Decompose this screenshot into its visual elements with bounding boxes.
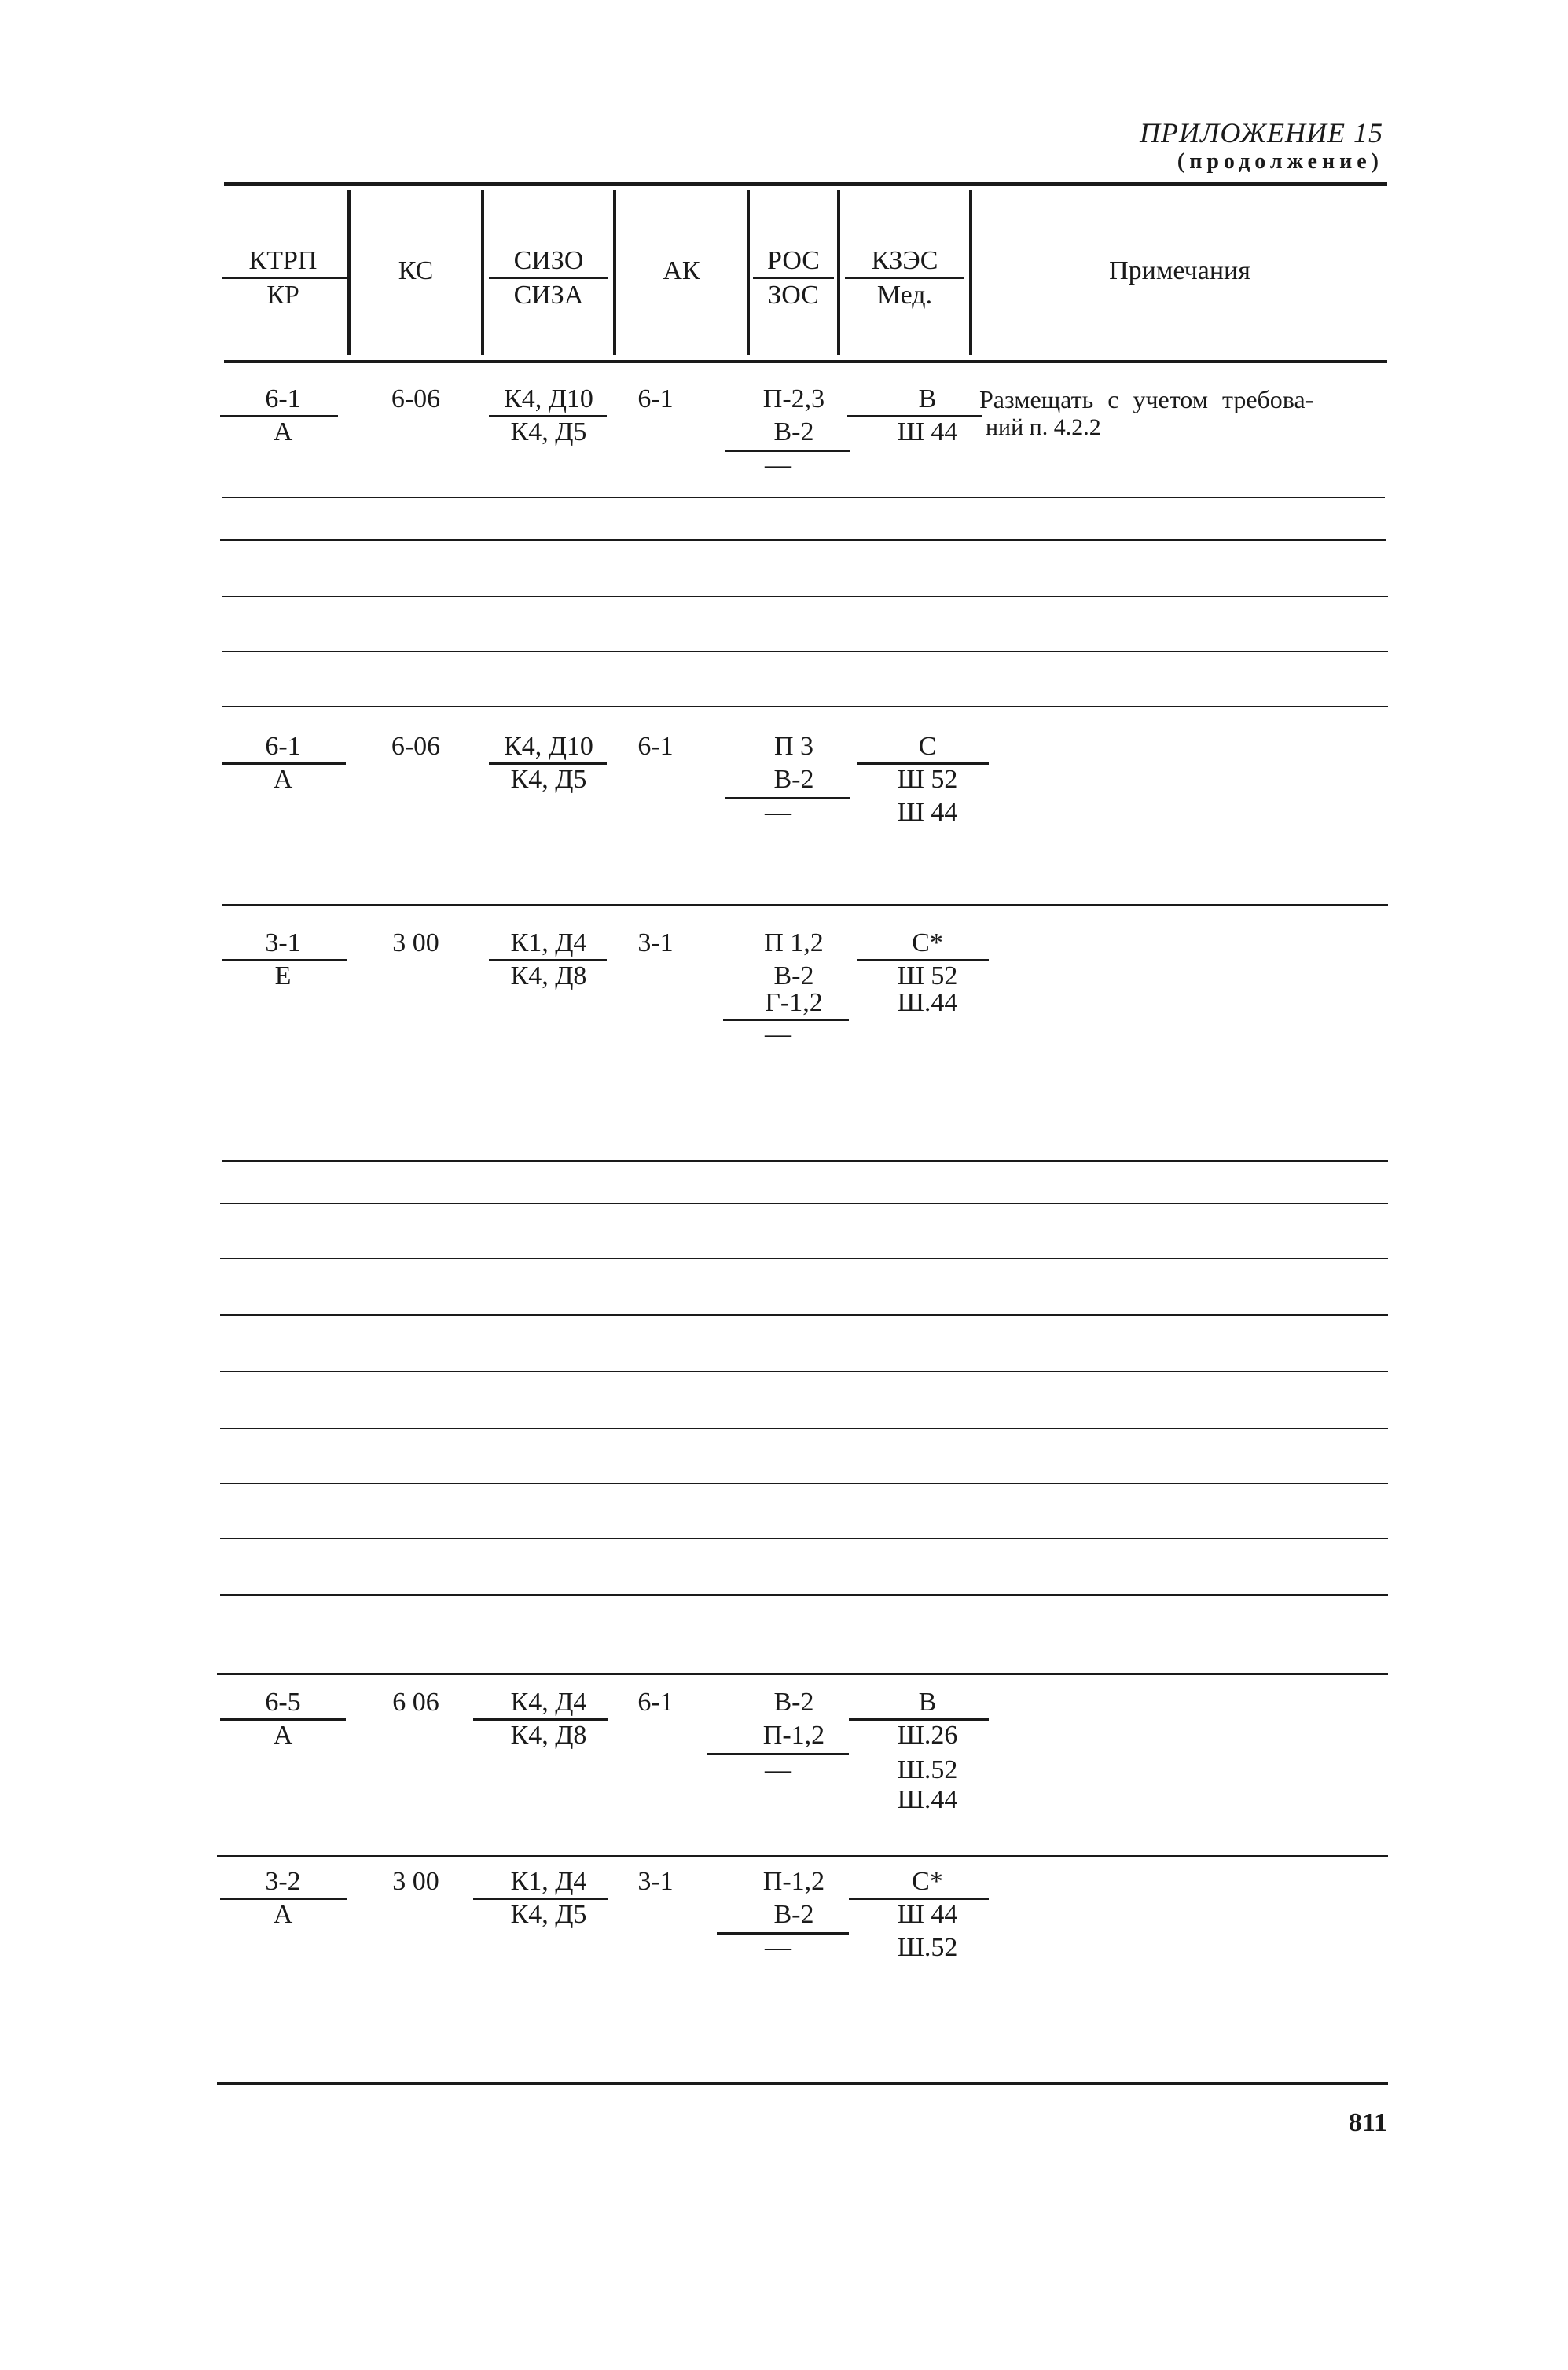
row2-ak: 6-1	[637, 732, 674, 761]
row-separator	[217, 1855, 1388, 1857]
row5-ros-1: П-1,2	[762, 1867, 825, 1896]
row1-kzes: В	[918, 384, 937, 413]
col-header-ktrp: КТРП	[248, 246, 318, 275]
row1-ros-2: В-2	[773, 417, 814, 446]
row5-med-2: Ш.52	[897, 1933, 958, 1962]
row5-med-1: Ш 44	[897, 1900, 958, 1929]
ruled-line	[220, 1594, 1388, 1596]
appendix-subtitle: (продолжение)	[1177, 149, 1383, 174]
col-header-kr: КР	[266, 281, 299, 310]
row2-med-1: Ш 52	[897, 765, 958, 794]
row3-kzes: С*	[912, 928, 943, 957]
row4-med-2: Ш.52	[897, 1755, 958, 1784]
ruled-line	[222, 1160, 1388, 1162]
ruled-line	[220, 1371, 1388, 1372]
row5-kzes: С*	[912, 1867, 943, 1896]
row1-ks: 6-06	[391, 384, 441, 413]
row4-ktrp: 6-5	[265, 1688, 301, 1717]
row1-zos: —	[765, 450, 791, 480]
row4-ks: 6 06	[392, 1688, 439, 1717]
row4-sizo: К4, Д4	[510, 1688, 587, 1717]
row3-ros-3: Г-1,2	[765, 988, 823, 1017]
appendix-title: ПРИЛОЖЕНИЕ 15	[1140, 117, 1383, 149]
row2-ros-1: П 3	[773, 732, 814, 761]
row2-zos: —	[765, 798, 791, 827]
row5-ktrp: 3-2	[265, 1867, 301, 1896]
row2-siza: К4, Д5	[510, 765, 587, 794]
row4-med-3: Ш.44	[897, 1785, 958, 1814]
table-top-rule	[224, 182, 1387, 186]
row1-med-1: Ш 44	[897, 417, 958, 446]
row3-ks: 3 00	[392, 928, 439, 957]
row1-ak: 6-1	[637, 384, 674, 413]
row5-ak: 3-1	[637, 1867, 674, 1896]
row4-siza: К4, Д8	[510, 1721, 587, 1750]
row2-kr: А	[273, 765, 293, 794]
row1-ros-1: П-2,3	[762, 384, 825, 413]
row2-ks: 6-06	[391, 732, 441, 761]
ruled-line	[220, 1258, 1388, 1259]
col-header-ks: КС	[398, 256, 434, 285]
row3-ak: 3-1	[637, 928, 674, 957]
ruled-line	[220, 1314, 1388, 1316]
row3-siza: К4, Д8	[510, 961, 587, 990]
col-header-ak: АК	[663, 256, 700, 285]
col-header-sizo: СИЗО	[513, 246, 584, 275]
ruled-line	[222, 706, 1388, 707]
col-header-ktrp-rule	[222, 277, 351, 279]
row3-sizo: К1, Д4	[510, 928, 587, 957]
row1-note-line2: ний п. 4.2.2	[986, 414, 1101, 440]
col-header-siza: СИЗА	[513, 281, 584, 310]
ruled-line	[220, 539, 1386, 541]
row4-kr: А	[273, 1721, 293, 1750]
row-separator	[222, 904, 1388, 906]
row2-med-2: Ш 44	[897, 798, 958, 827]
row4-kzes: В	[918, 1688, 937, 1717]
table-header-bottom-rule	[224, 360, 1387, 363]
row4-zos: —	[765, 1755, 791, 1784]
row3-ros-2: В-2	[773, 961, 814, 990]
row5-sizo: К1, Д4	[510, 1867, 587, 1896]
ruled-line	[217, 1673, 1388, 1675]
row5-kr: А	[273, 1900, 293, 1929]
col-header-kzes-rule	[845, 277, 964, 279]
row2-ktrp: 6-1	[265, 732, 301, 761]
col-header-med: Мед.	[876, 281, 933, 310]
col-header-notes: Примечания	[1109, 256, 1250, 285]
table-bottom-rule	[217, 2082, 1388, 2085]
row4-med-1: Ш.26	[897, 1721, 958, 1750]
row3-zos: —	[765, 1020, 791, 1049]
ruled-line	[222, 497, 1385, 498]
row1-kr: А	[273, 417, 293, 446]
ruled-line	[220, 1428, 1388, 1429]
row2-ros-2: В-2	[773, 765, 814, 794]
col-header-ros: РОС	[767, 246, 820, 275]
col-header-kzes: КЗЭС	[871, 246, 938, 275]
col-header-sizo-rule	[489, 277, 608, 279]
row1-siza: К4, Д5	[510, 417, 587, 446]
row3-kr: Е	[274, 961, 292, 990]
ruled-line	[220, 1538, 1388, 1539]
ruled-line	[220, 1483, 1388, 1484]
row5-zos: —	[765, 1933, 791, 1962]
row3-ktrp: 3-1	[265, 928, 301, 957]
col-header-zos: ЗОС	[768, 281, 819, 310]
row1-ktrp: 6-1	[265, 384, 301, 413]
row4-ros-1: В-2	[773, 1688, 814, 1717]
col-header-ros-rule	[753, 277, 834, 279]
row3-med-2: Ш.44	[897, 988, 958, 1017]
row3-ros-1: П 1,2	[764, 928, 824, 957]
page-number: 811	[1348, 2108, 1387, 2137]
ruled-line	[220, 1203, 1388, 1204]
row2-sizo: К4, Д10	[504, 732, 593, 761]
ruled-line	[222, 596, 1388, 597]
row2-kzes: С	[918, 732, 937, 761]
row4-ak: 6-1	[637, 1688, 674, 1717]
ruled-line	[222, 651, 1388, 652]
row5-ks: 3 00	[392, 1867, 439, 1896]
row4-ros-2: П-1,2	[762, 1721, 825, 1750]
row5-siza: К4, Д5	[510, 1900, 587, 1929]
row5-ros-2: В-2	[773, 1900, 814, 1929]
row1-note-line1: Размещать с учетом требова-	[979, 385, 1314, 413]
row3-med-1: Ш 52	[897, 961, 958, 990]
row1-sizo: К4, Д10	[504, 384, 593, 413]
